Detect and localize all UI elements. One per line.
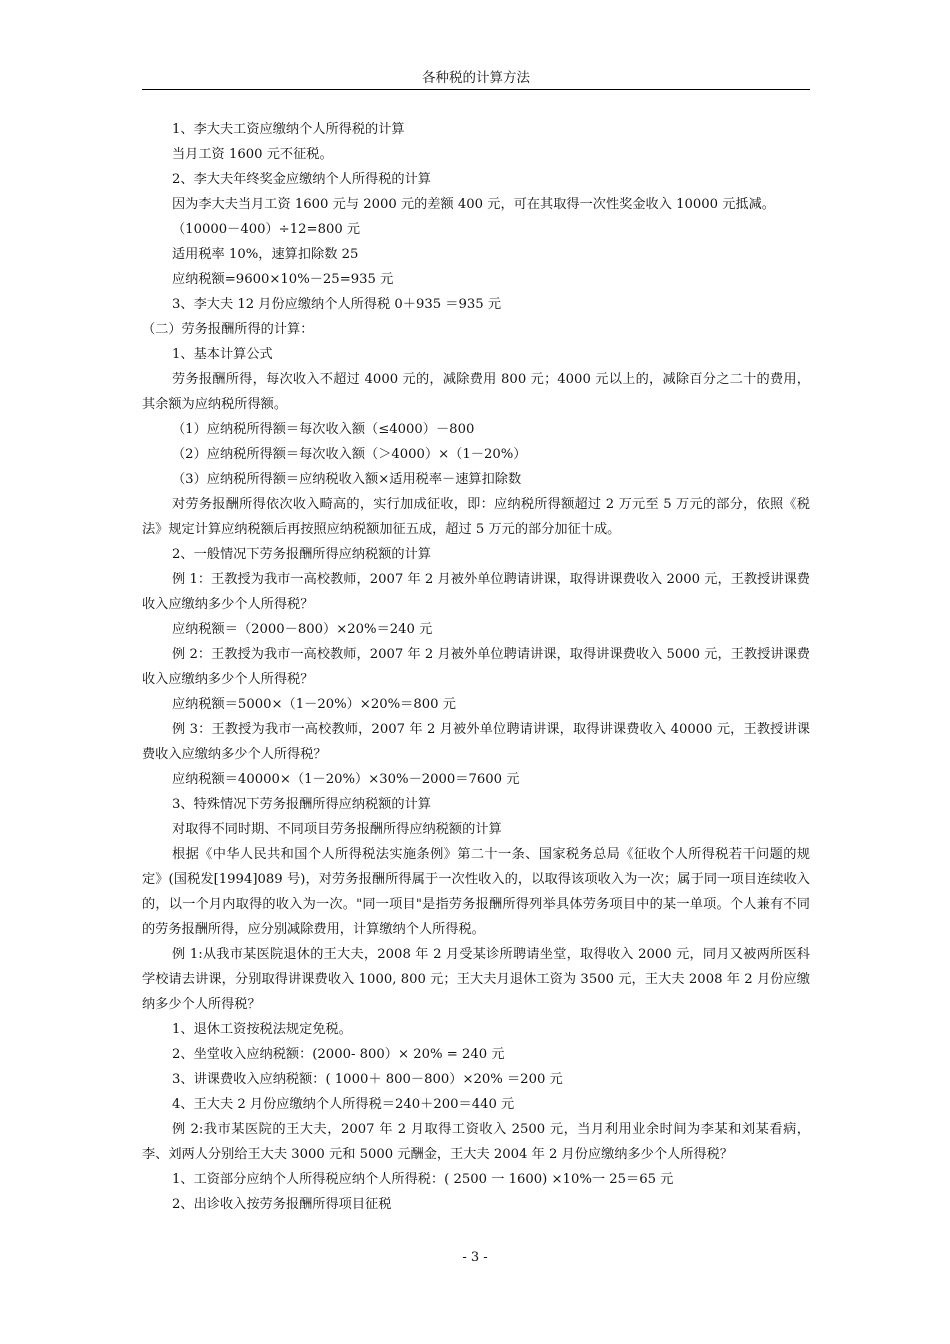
paragraph: 1、李大夫工资应缴纳个人所得税的计算 [172, 122, 405, 137]
paragraph: 1、退休工资按税法规定免税。 [172, 1022, 352, 1037]
page-header-title: 各种税的计算方法 [422, 70, 530, 86]
paragraph: 1、工资部分应纳个人所得税应纳个人所得税：( 2500 一 1600) ×10%一 25＝65 元 [172, 1172, 674, 1187]
paragraph: 应纳税额=9600×10%－25=935 元 [172, 272, 394, 287]
paragraph: （10000－400）÷12=800 元 [172, 222, 361, 237]
paragraph: （3）应纳税所得额＝应纳税收入额×适用税率－速算扣除数 [172, 472, 522, 487]
paragraph: （1）应纳税所得额＝每次收入额（≤4000）－800 [172, 422, 475, 437]
document-body [142, 117, 810, 1217]
paragraph: 例 2：王教授为我市一高校教师，2007 年 2 月被外单位聘请讲课，取得讲课费收入 5000 元，王教授讲课费收入应缴纳多少个人所得税？ [142, 647, 810, 687]
paragraph: 应纳税额＝5000×（1－20%）×20%＝800 元 [172, 697, 456, 712]
paragraph: 2、李大夫年终奖金应缴纳个人所得税的计算 [172, 172, 431, 187]
paragraph: 适用税率 10%，速算扣除数 25 [172, 247, 359, 262]
paragraph: 对取得不同时期、不同项目劳务报酬所得应纳税额的计算 [172, 822, 502, 837]
page-number: - 3 - [462, 1250, 488, 1265]
paragraph: 2、坐堂收入应纳税额：(2000- 800）× 20% = 240 元 [172, 1047, 505, 1062]
paragraph: 例 1:从我市某医院退休的王大夫，2008 年 2 月受某诊所聘请坐堂，取得收入 2000 元，同月又被两所医科学校请去讲课，分别取得讲课费收入 1000, 800 元；王大夫月退休工资为 3500 元，王大夫 2008 年 2 月份应缴纳多少个人所得税？ [142, 947, 810, 1012]
paragraph: 当月工资 1600 元不征税。 [172, 147, 333, 162]
paragraph: 4、王大夫 2 月份应缴纳个人所得税＝240＋200＝440 元 [172, 1097, 515, 1112]
paragraph: 应纳税额＝（2000－800）×20%＝240 元 [172, 622, 433, 637]
paragraph: 例 3：王教授为我市一高校教师，2007 年 2 月被外单位聘请讲课，取得讲课费收入 40000 元，王教授讲课费收入应缴纳多少个人所得税？ [142, 722, 810, 762]
paragraph: 3、特殊情况下劳务报酬所得应纳税额的计算 [172, 797, 431, 812]
paragraph: 对劳务报酬所得依次收入畸高的，实行加成征收，即：应纳税所得额超过 2 万元至 5 万元的部分，依照《税法》规定计算应纳税额后再按照应纳税额加征五成，超过 5 万元的部分加征十成。 [142, 497, 810, 537]
header-divider [142, 89, 810, 90]
paragraph: 3、李大夫 12 月份应缴纳个人所得税 0＋935 ＝935 元 [172, 297, 502, 312]
paragraph: 2、出诊收入按劳务报酬所得项目征税 [172, 1197, 392, 1212]
paragraph: 根据《中华人民共和国个人所得税法实施条例》第二十一条、国家税务总局《征收个人所得税若干问题的规定》(国税发[1994]089 号)，对劳务报酬所得属于一次性收入的，以取得该项收入为一次；属于同一项目连续收入的，以一个月内取得的收入为一次。"同一项目"是指劳务报酬所得列举具体劳务项目中的某一单项。个人兼有不同的劳务报酬所得，应分别减除费用，计算缴纳个人所得税。 [142, 847, 810, 937]
paragraph: 2、一般情况下劳务报酬所得应纳税额的计算 [172, 547, 431, 562]
paragraph: 例 2:我市某医院的王大夫，2007 年 2 月取得工资收入 2500 元，当月利用业余时间为李某和刘某看病，李、刘两人分别给王大夫 3000 元和 5000 元酬金，王大夫 2004 年 2 月份应缴纳多少个人所得税？ [142, 1122, 810, 1162]
paragraph: 劳务报酬所得，每次收入不超过 4000 元的，减除费用 800 元；4000 元以上的，减除百分之二十的费用，其余额为应纳税所得额。 [142, 372, 810, 412]
paragraph: （二）劳务报酬所得的计算： [142, 322, 314, 337]
paragraph: 3、讲课费收入应纳税额：( 1000＋ 800－800）×20% ＝200 元 [172, 1072, 563, 1087]
paragraph: 例 1：王教授为我市一高校教师，2007 年 2 月被外单位聘请讲课，取得讲课费收入 2000 元，王教授讲课费收入应缴纳多少个人所得税？ [142, 572, 810, 612]
paragraph: 因为李大夫当月工资 1600 元与 2000 元的差额 400 元，可在其取得一次性奖金收入 10000 元抵减。 [172, 197, 775, 212]
paragraph: 1、基本计算公式 [172, 347, 273, 362]
paragraph: （2）应纳税所得额＝每次收入额（＞4000）×（1－20%） [172, 447, 527, 462]
paragraph: 应纳税额＝40000×（1－20%）×30%－2000＝7600 元 [172, 772, 520, 787]
